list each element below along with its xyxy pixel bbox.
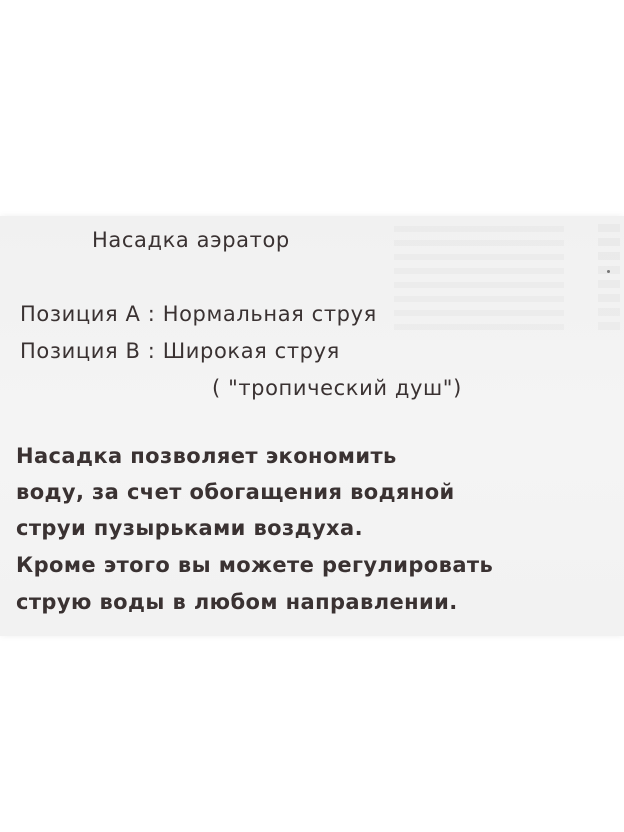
description-line-2: воду, за счет обогащения водяной: [16, 480, 455, 504]
position-b-text: Позиция В : Широкая струя: [20, 339, 340, 363]
description-line-1: Насадка позволяет экономить: [16, 444, 397, 468]
description-line-4: Кроме этого вы можете регулировать: [16, 553, 494, 577]
position-b-note: ( "тропический душ"): [212, 376, 462, 400]
background-print-texture-edge: [598, 224, 620, 334]
description-line-3: струи пузырьками воздуха.: [16, 516, 363, 540]
speck: [607, 270, 610, 273]
background-print-texture: [394, 226, 564, 336]
position-a-text: Позиция А : Нормальная струя: [20, 302, 377, 326]
description-line-5: струю воды в любом направлении.: [16, 590, 458, 614]
heading: Насадка аэратор: [92, 228, 290, 252]
